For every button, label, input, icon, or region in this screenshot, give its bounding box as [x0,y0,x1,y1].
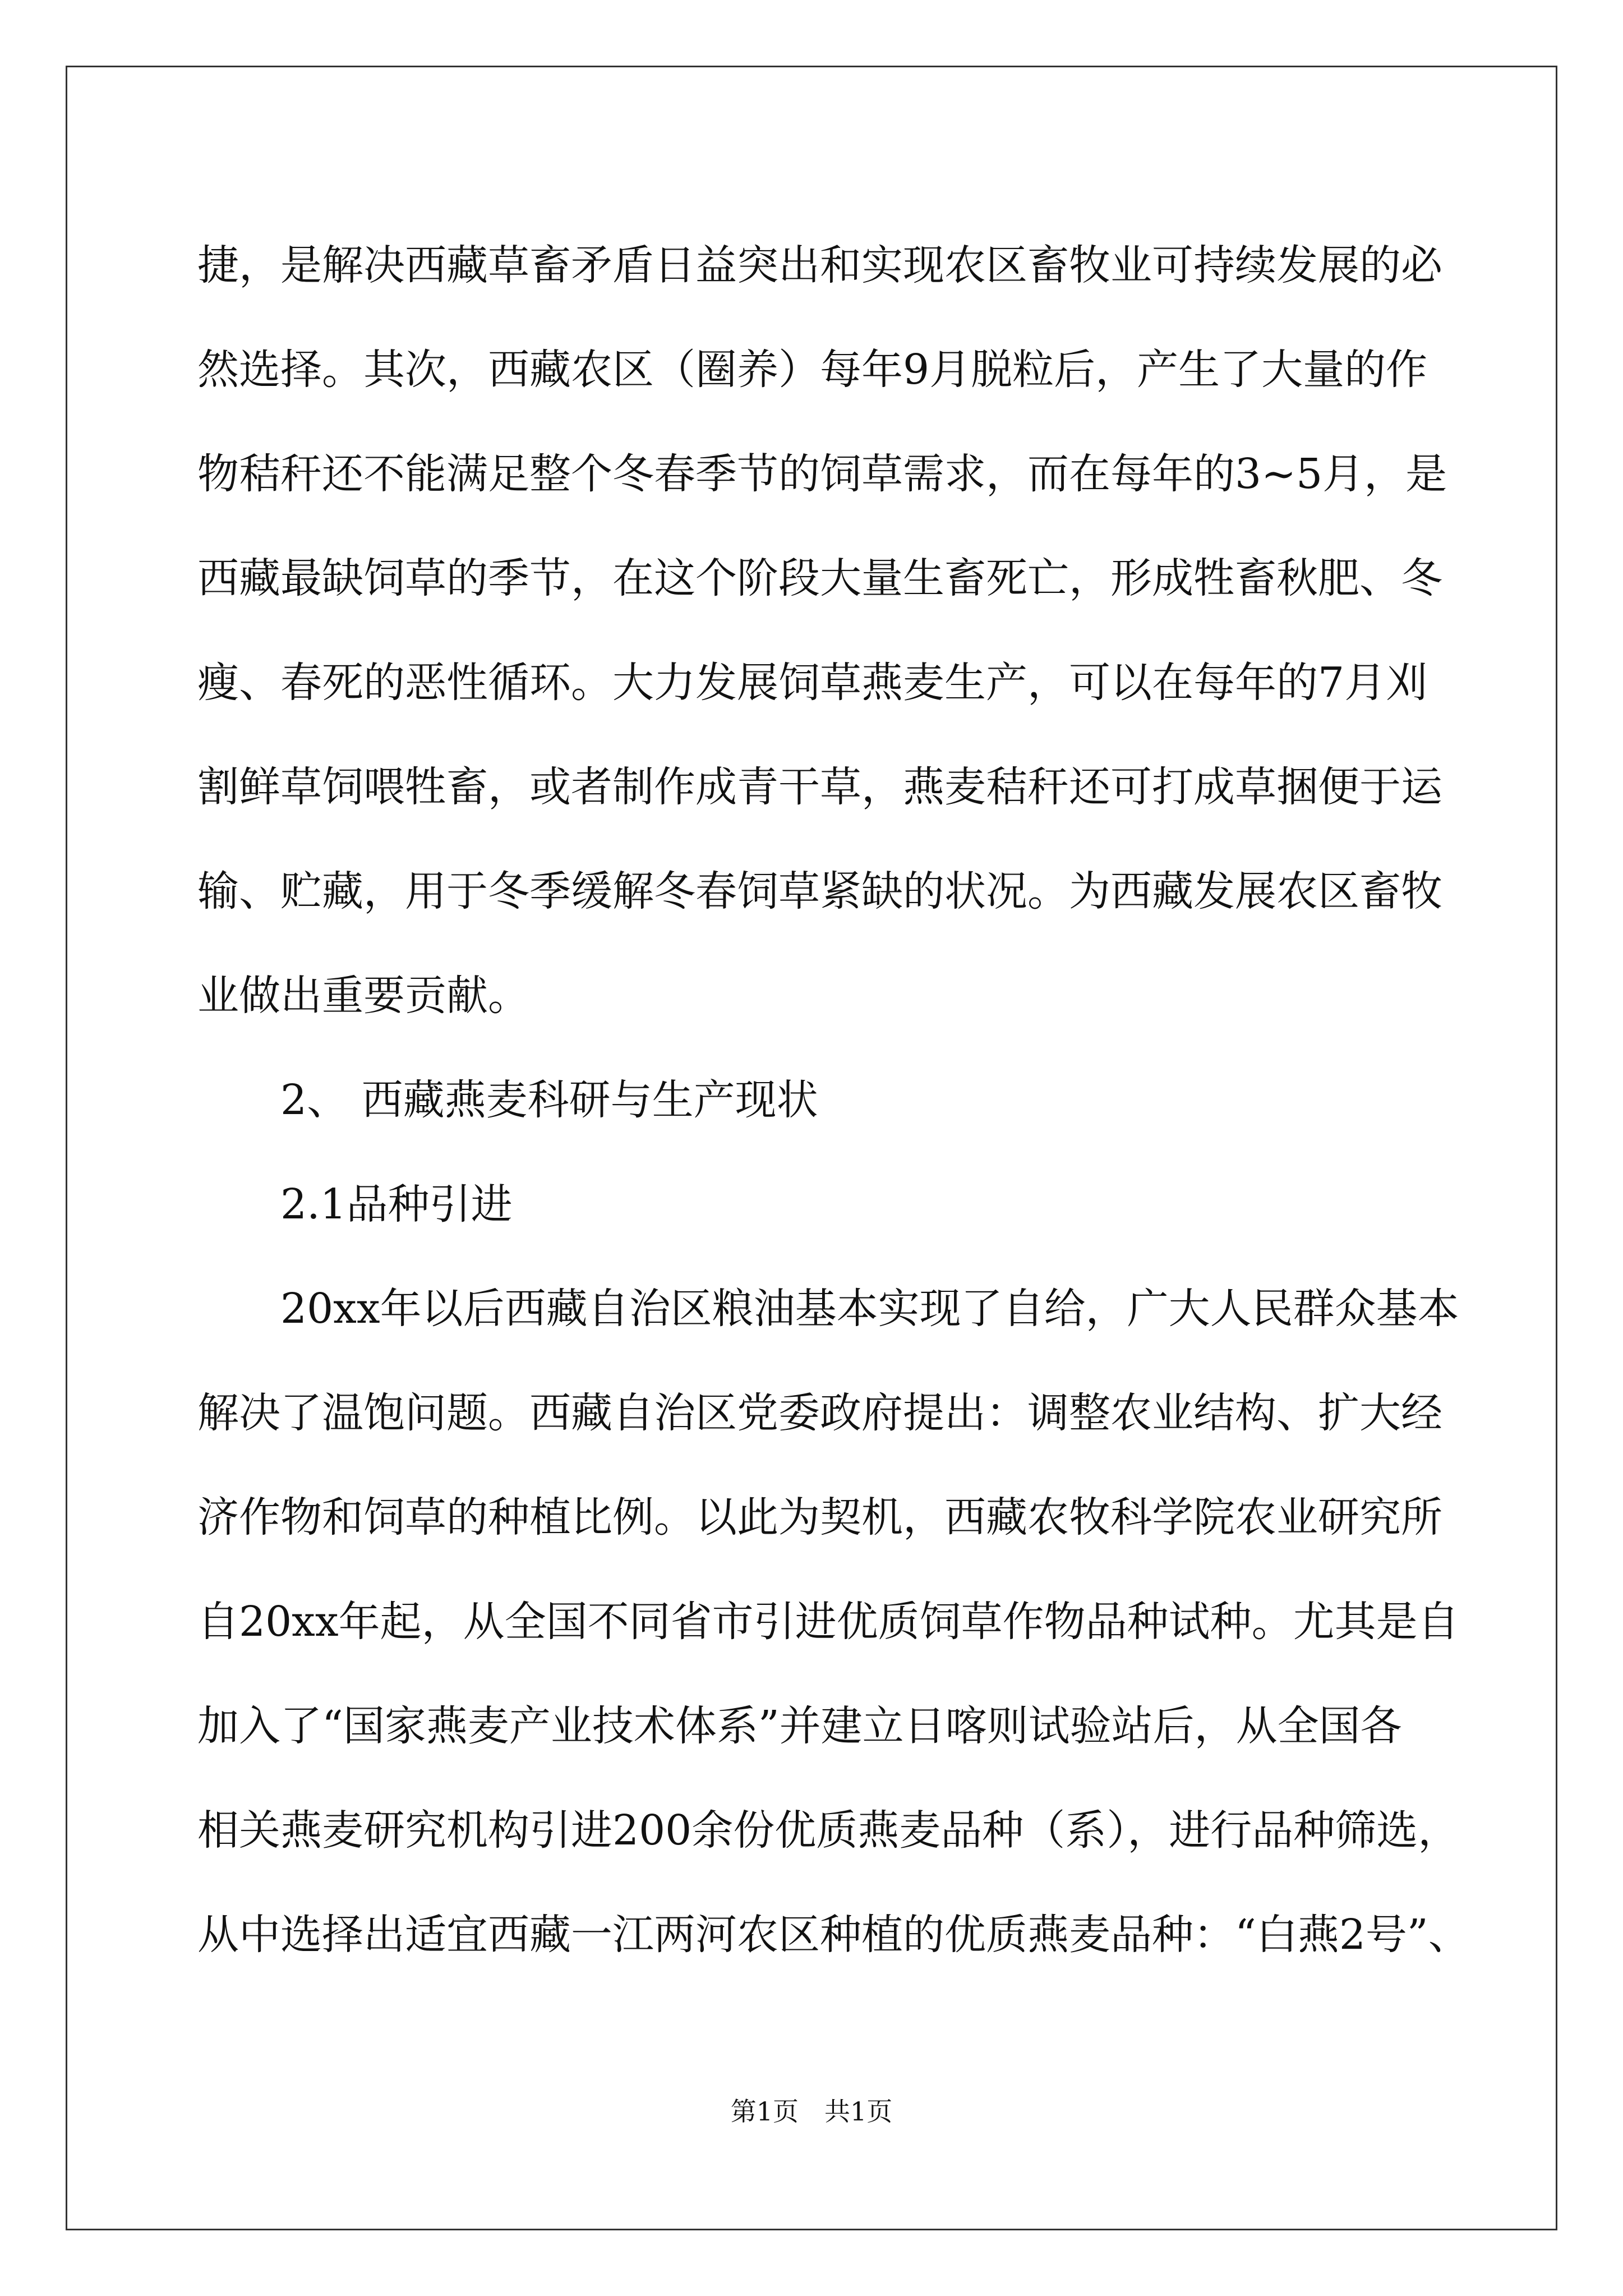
page-footer: 第1页 共1页 [730,2096,893,2127]
paragraph-line: 瘦、春死的恶性循环。大力发展饲草燕麦生产，可以在每年的7月刈 [197,659,1428,707]
paragraph-line: 物秸秆还不能满足整个冬春季节的饲草需求，而在每年的3~5月，是 [197,450,1447,498]
document-body [197,213,1470,1987]
section-heading: 2、 西藏燕麦科研与生产现状 [280,1076,818,1124]
paragraph-line: 从中选择出适宜西藏一江两河农区种植的优质燕麦品种：“白燕2号”、 [197,1911,1470,1959]
paragraph-line: 自20xx年起，从全国不同省市引进优质饲草作物品种试种。尤其是自 [197,1598,1459,1646]
paragraph-line: 然选择。其次，西藏农区（圈养）每年9月脱粒后，产生了大量的作 [197,346,1428,394]
paragraph-line: 济作物和饲草的种植比例。以此为契机，西藏农牧科学院农业研究所 [197,1493,1442,1542]
paragraph-line: 输、贮藏，用于冬季缓解冬春饲草紧缺的状况。为西藏发展农区畜牧 [197,867,1442,915]
paragraph-line: 加入了“国家燕麦产业技术体系”并建立日喀则试验站后，从全国各 [197,1702,1402,1750]
paragraph-line: 业做出重要贡献。 [197,972,529,1020]
paragraph-line: 解决了温饱问题。西藏自治区党委政府提出：调整农业结构、扩大经 [197,1389,1442,1437]
paragraph-line: 割鲜草饲喂牲畜，或者制作成青干草，燕麦秸秆还可打成草捆便于运 [197,763,1442,811]
paragraph-line: 捷，是解决西藏草畜矛盾日益突出和实现农区畜牧业可持续发展的必 [197,241,1442,289]
paragraph-line: 20xx年以后西藏自治区粮油基本实现了自给，广大人民群众基本 [280,1285,1459,1333]
paragraph-line: 西藏最缺饲草的季节，在这个阶段大量生畜死亡，形成牲畜秋肥、冬 [197,554,1442,602]
subsection-heading: 2.1品种引进 [280,1180,513,1228]
paragraph-line: 相关燕麦研究机构引进200余份优质燕麦品种（系），进行品种筛选， [197,1806,1460,1855]
